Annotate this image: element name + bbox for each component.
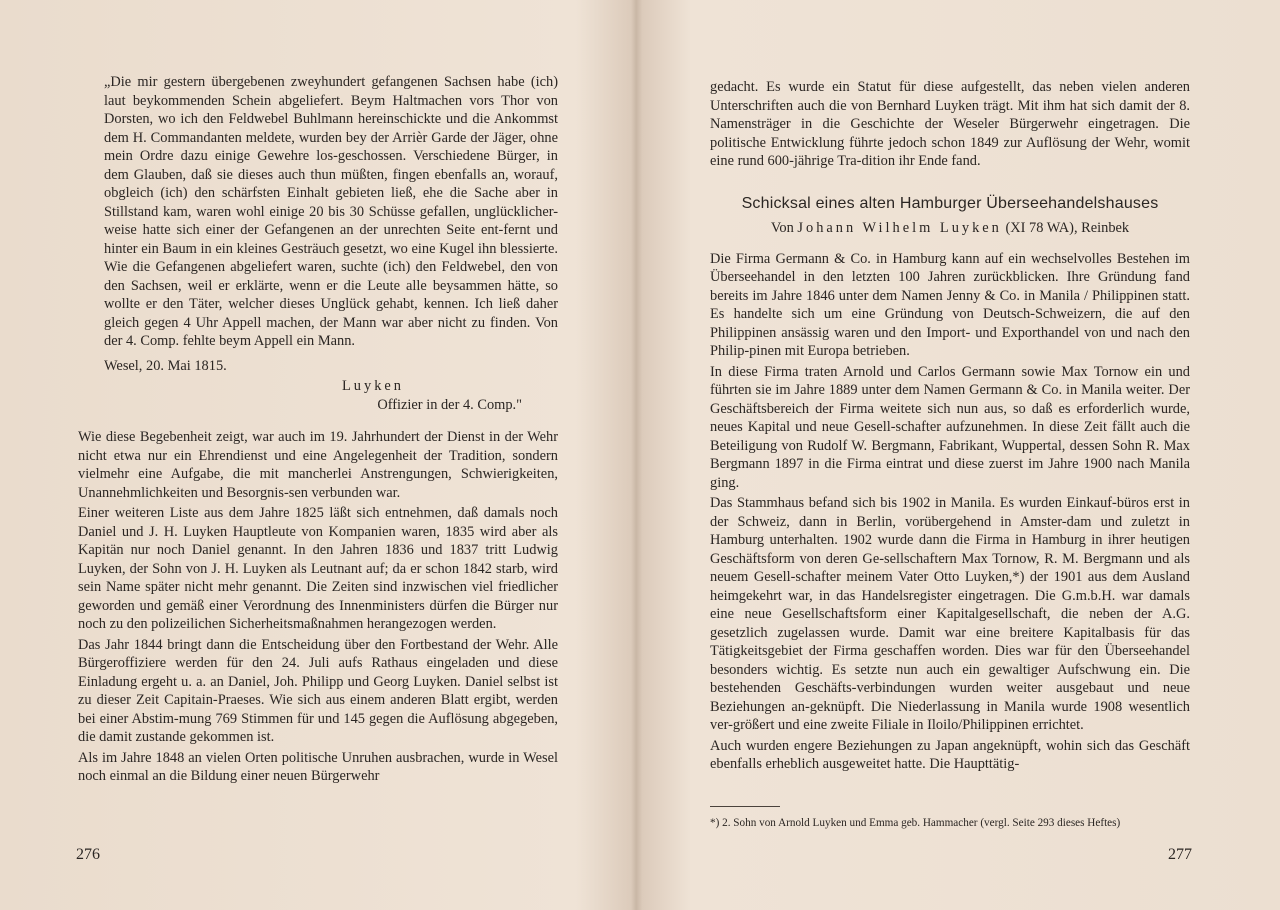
letter-signature-role: Offizier in der 4. Comp." — [377, 396, 522, 413]
body-paragraph: Wie diese Begebenheit zeigt, war auch im 19. Jahrhundert der Dienst in der Wehr nicht etwa nur ein Ehrendienst und eine Angelegenheit der Tradition, sondern vielmehr eine Aufgabe, die mit mancherlei Anstrengungen, Schwierigkeiten, Unannehmlichkeiten und Besorgnis-sen verbunden war. — [78, 429, 558, 501]
article-paragraph: Die Firma Germann & Co. in Hamburg kann auf ein wechselvolles Bestehen im Überseehandel in den letzten 100 Jahren zurückblicken. Ihre Gründung fand bereits im Jahre 1846 unter dem Namen Jenny & Co. in Manila / Philippinen statt. Es handelte sich um eine Gründung von Deutsch-Schweizern, die auf den Philippinen ansässig waren und den Import- und Exporthandel von und nach den Philip-pinen mit Europa betrieben. — [710, 250, 1190, 359]
left-page-text — [78, 73, 558, 788]
article-byline — [710, 219, 1190, 238]
article-title: Schicksal eines alten Hamburger Überseehandelshauses — [741, 194, 1159, 212]
body-paragraph: Das Jahr 1844 bringt dann die Entscheidung über den Fortbestand der Wehr. Alle Bürgeroffiziere werden für den 24. Juli aufs Rathaus eingeladen und diese Einladung ergeht u. a. an Daniel, Joh. Philipp und Georg Luyken. Daniel selbst ist zu dieser Zeit Capitain-Praeses. Wie sich aus einem anderen Blatt ergibt, werden bei einer Abstim-mung 769 Stimmen für und 145 gegen die Auflösung abgegeben, die damit zustande gekommen ist. — [78, 636, 558, 745]
left-page — [0, 0, 632, 910]
article-paragraph: Auch wurden engere Beziehungen zu Japan angeknüpft, wohin sich das Geschäft ebenfalls erheblich ausgeweitet hatte. Die Haupttätig- — [710, 737, 1190, 772]
footnote-divider — [710, 806, 780, 807]
body-paragraph: Als im Jahre 1848 an vielen Orten politische Unruhen ausbrachen, wurde in Wesel noch einmal an die Bildung einer neuen Bürgerwehr — [78, 749, 558, 784]
footnote: *) 2. Sohn von Arnold Luyken und Emma geb. Hammacher (vergl. Seite 293 dieses Heftes) — [710, 817, 1121, 829]
body-paragraph: gedacht. Es wurde ein Statut für diese aufgestellt, das neben vielen anderen Unterschriften auch die von Bernhard Luyken trägt. Mit ihm hat sich damit der 8. Namensträger in die Geschichte der Weseler Bürgerwehr eingetragen. Die politische Entwicklung führte jedoch schon 1849 zur Auflösung der Wehr, womit eine rund 600-jährige Tra-dition ihr Ende fand. — [710, 79, 1190, 169]
byline-author: Johann Wilhelm Luyken — [797, 220, 1002, 236]
letter-paragraph: „Die mir gestern übergebenen zweyhundert gefangenen Sachsen habe (ich) laut beykommenden Schein abgeliefert. Beym Haltmachen vors Thor von Dorsten, wo ich den Feldwebel Buhlmann hereinschickte und die Ankommst dem H. Commandanten meldete, wurden bey der Arrièr Garde der Jäger, ohne mein Ordre dazu einige Gewehre los-geschossen. Verschiedene Bürger, in dem Glauben, daß sie dieses auch thun müßten, fingen ebenfalls an, worauf, obgleich (ich) den schärfsten Einhalt gebieten ließ, ehe die Sache aber in Stillstand kam, waren wohl einige 20 bis 30 Schüsse gefallen, unglücklicher-weise hatte sich einer der Gefangenen an der unrechten Seite ent-fernt und hinter ein Baum in ein kleines Gesträuch gesetzt, wo eine Kugel ihn blessierte. Wie die Gefangenen abgeliefert waren, suchte (ich) den Feldwebel, den von den Sachsen, weil er erklärte, wenn er die Leute alle beysammen hätte, so wollte er den Täter, welcher dieses Unglück gehabt, kennen. Ich ließ daher gleich gegen 4 Uhr Appell machen, der Mann war aber nicht zu finden. Von der 4. Comp. fehlte beym Appell ein Mann. — [104, 74, 558, 349]
article-paragraph: In diese Firma traten Arnold und Carlos Germann sowie Max Tornow ein und führten sie im Jahre 1889 unter dem Namen Germann & Co. in Manila weiter. Der Geschäftsbereich der Firma weitete sich nun aus, so daß es erforderlich wurde, neues Kapital und neue Gesell-schafter aufzunehmen. In diese Zeit fällt auch die Beteiligung von Rudolf W. Bergmann, Fabrikant, Wuppertal, dessen Sohn R. Max Bergmann 1897 in die Firma eintrat und diese zuerst im Jahre 1900 nach Manila ging. — [710, 363, 1190, 491]
page-number-left: 276 — [76, 846, 100, 863]
right-page — [640, 0, 1280, 910]
right-page-text — [710, 78, 1190, 776]
article-paragraph: Das Stammhaus befand sich bis 1902 in Manila. Es wurden Einkauf-büros erst in der Schweiz, dann in Berlin, vorübergehend in Amster-dam und zuletzt in Hamburg unterhalten. 1902 wurde dann die Firma in Hamburg in ihrer heutigen Geschäftsform von deren Ge-sellschaftern Max Tornow, R. M. Bergmann und als neuem Gesell-schafter meinem Vater Otto Luyken,*) der 1901 aus dem Ausland heimgekehrt war, in das Handelsregister eingetragen. Die G.m.b.H. war damals eine neue Gesellschaftsform einer Kapitalgesellschaft, die neben der A.G. gesetzlich zugelassen wurde. Damit war eine breitere Kapitalbasis für das Tätigkeitsgebiet der Firma geschaffen worden. Dies war für den Überseehandel besonders wichtig. Es setzte nun auch ein gewaltiger Aufschwung ein. Die bestehenden Geschäfts-verbindungen wurden weiter ausgebaut und neue Beziehungen an-geknüpft. Die Niederlassung in Manila wurde 1908 wesentlich ver-größert und eine zweite Filiale in Iloilo/Philippinen errichtet. — [710, 495, 1190, 733]
letter-dateline: Wesel, 20. Mai 1815. — [104, 357, 227, 374]
byline-prefix: Von — [770, 220, 794, 236]
body-paragraph: Einer weiteren Liste aus dem Jahre 1825 läßt sich entnehmen, daß damals noch Daniel und J. H. Luyken Hauptleute von Kompanien waren, 1835 wird aber als Kapitän nur noch Daniel genannt. In den Jahren 1836 und 1837 tritt Ludwig Luyken, der Sohn von J. H. Luyken als Leutnant auf; da er schon 1842 starb, wird sein Name später nicht mehr genannt. Die Zeiten sind inzwischen viel friedlicher geworden und gemäß einer Verordnung des Innenministers dürfen die Bürger nur noch zu den polizeilichen Sicherheitsmaßnahmen herangezogen werden. — [78, 505, 558, 632]
letter-signature-name: Luyken — [342, 378, 404, 394]
page-number-right: 277 — [1168, 846, 1192, 863]
byline-suffix: (XI 78 WA), Reinbek — [1005, 220, 1130, 236]
